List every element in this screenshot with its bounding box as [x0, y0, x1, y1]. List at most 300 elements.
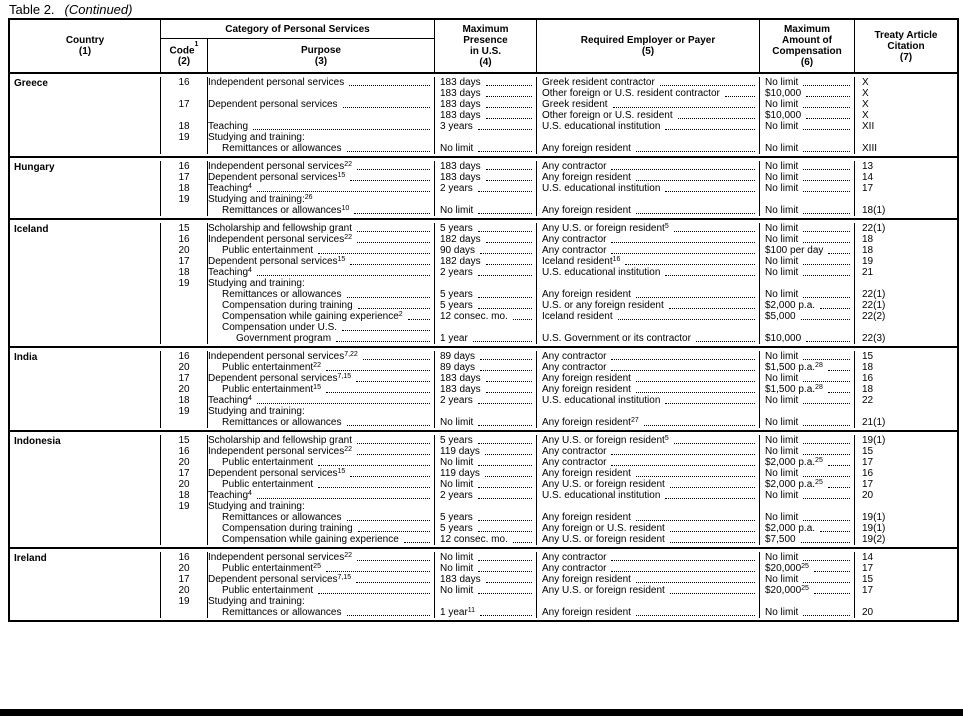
- cell-text: Any contractor: [542, 457, 607, 468]
- footnote-reference: 15: [337, 172, 346, 179]
- table-line: [435, 585, 536, 596]
- cell-text: No limit: [765, 417, 799, 428]
- cell-text: No limit: [440, 479, 474, 490]
- table-line: [537, 457, 759, 468]
- cell-text: 17: [862, 183, 874, 194]
- country-name: Hungary: [14, 162, 55, 173]
- table-line: [435, 490, 536, 501]
- table-line: [208, 596, 434, 607]
- cell-text: No limit: [765, 512, 799, 523]
- cell-text: 13: [862, 161, 874, 172]
- dot-leader: [803, 191, 850, 192]
- cell-text: Remittances or allowances: [222, 205, 342, 216]
- table-line: [537, 490, 759, 501]
- table-line: [760, 501, 854, 512]
- header-country: [10, 20, 160, 72]
- page-bottom-rule: [0, 709, 963, 716]
- treaty-cell: [854, 161, 957, 216]
- cell-text: 5 years: [440, 300, 473, 311]
- table-line: [208, 311, 434, 322]
- country-section: [10, 346, 957, 430]
- dot-leader: [478, 275, 532, 276]
- treaty-cell: [854, 435, 957, 545]
- cell-text: 3 years: [440, 121, 473, 132]
- cell-text: 5 years: [440, 512, 473, 523]
- header-purpose-label: Purpose: [300, 44, 341, 56]
- table-line: [161, 501, 207, 512]
- dot-leader: [820, 531, 850, 532]
- cell-text: Any contractor: [542, 552, 607, 563]
- cell-text: 182 days: [440, 256, 481, 267]
- purpose-cell: [207, 552, 434, 618]
- cell-text: 183 days: [440, 373, 481, 384]
- table-line: [435, 256, 536, 267]
- cell-text: U.S. Government or its contractor: [542, 333, 691, 344]
- table-line: [760, 406, 854, 417]
- table-line: [161, 256, 207, 267]
- dot-leader: [828, 253, 850, 254]
- dot-leader: [611, 359, 755, 360]
- table-line: [855, 223, 957, 234]
- cell-text: No limit: [440, 563, 474, 574]
- table-line: [161, 490, 207, 501]
- cell-text: 90 days: [440, 245, 476, 256]
- cell-text: Independent personal services: [208, 234, 345, 245]
- table-line: [161, 563, 207, 574]
- cell-text: 2 years: [440, 395, 473, 406]
- cell-text: 17: [862, 585, 874, 596]
- table-line: [435, 194, 536, 205]
- table-line: [435, 300, 536, 311]
- dot-leader: [318, 465, 430, 466]
- table-line: [161, 468, 207, 479]
- table-line: [161, 311, 207, 322]
- header-presence: Maximum Presence in U.S. (4): [434, 20, 536, 72]
- country-cell: [10, 77, 160, 154]
- table-line: [435, 373, 536, 384]
- table-line: [537, 256, 759, 267]
- table-line: [161, 132, 207, 143]
- treaty-cell: [854, 351, 957, 428]
- dot-leader: [636, 381, 755, 382]
- table-line: [435, 574, 536, 585]
- dot-leader: [347, 151, 431, 152]
- country-section: [10, 430, 957, 547]
- cell-text: Independent personal services: [208, 77, 345, 88]
- table-line: [760, 143, 854, 154]
- footnote-reference: 28: [815, 362, 823, 369]
- treaty-table: [8, 18, 959, 622]
- table-line: [208, 607, 434, 618]
- cell-text: U.S. educational institution: [542, 395, 661, 406]
- table-line: [161, 596, 207, 607]
- table-line: [855, 194, 957, 205]
- table-line: [435, 322, 536, 333]
- table-line: [537, 468, 759, 479]
- table-line: [855, 490, 957, 501]
- table-line: [435, 223, 536, 234]
- table-line: [760, 110, 854, 121]
- cell-text: 18: [178, 490, 190, 501]
- table-line: [760, 278, 854, 289]
- cell-text: Greek resident contractor: [542, 77, 655, 88]
- table-line: [760, 132, 854, 143]
- table-line: [855, 205, 957, 216]
- cell-text: 183 days: [440, 110, 481, 121]
- cell-text: $20,000: [765, 563, 802, 574]
- dot-leader: [485, 476, 532, 477]
- cell-text: $1,500 p.a.: [765, 362, 816, 373]
- purpose-cell: [207, 77, 434, 154]
- cell-text: 22: [862, 395, 874, 406]
- dot-leader: [803, 242, 850, 243]
- table-line: [161, 300, 207, 311]
- dot-leader: [806, 96, 850, 97]
- table-header: [10, 20, 957, 74]
- table-line: [537, 333, 759, 344]
- table-line: [760, 205, 854, 216]
- table-line: [537, 278, 759, 289]
- cell-text: 20: [178, 457, 190, 468]
- table-line: [537, 121, 759, 132]
- dot-leader: [318, 593, 430, 594]
- country-cell: [10, 351, 160, 428]
- cell-text: 18: [862, 234, 874, 245]
- cell-text: Teaching: [208, 267, 249, 278]
- cell-text: 15: [862, 446, 874, 457]
- cell-text: Remittances or allowances: [222, 143, 342, 154]
- cell-text: 5 years: [440, 223, 473, 234]
- cell-text: No limit: [765, 373, 799, 384]
- country-section: [10, 218, 957, 346]
- table-line: [537, 446, 759, 457]
- cell-text: 5 years: [440, 523, 473, 534]
- table-line: [760, 121, 854, 132]
- table-line: [855, 256, 957, 267]
- footnote-reference: 10: [341, 205, 350, 212]
- dot-leader: [336, 341, 430, 342]
- table-line: [760, 468, 854, 479]
- table-line: [208, 77, 434, 88]
- cell-text: Scholarship and fellowship grant: [208, 435, 352, 446]
- dot-leader: [678, 118, 755, 119]
- cell-text: 183 days: [440, 172, 481, 183]
- table-line: [208, 373, 434, 384]
- cell-text: 17: [862, 563, 874, 574]
- cell-text: 2 years: [440, 183, 473, 194]
- payer-cell: [536, 435, 759, 545]
- cell-text: No limit: [440, 417, 474, 428]
- cell-text: 20: [178, 362, 190, 373]
- cell-text: $100 per day: [765, 245, 824, 256]
- cell-text: $20,000: [765, 585, 802, 596]
- table-line: [537, 417, 759, 428]
- code-cell: [160, 161, 207, 216]
- dot-leader: [347, 615, 431, 616]
- cell-text: Studying and training:: [208, 278, 305, 289]
- table-line: [855, 574, 957, 585]
- table-line: [435, 607, 536, 618]
- dot-leader: [803, 403, 850, 404]
- dot-leader: [820, 308, 850, 309]
- cell-text: 19: [178, 596, 190, 607]
- cell-text: Any foreign resident: [542, 289, 631, 300]
- cell-text: 19: [178, 501, 190, 512]
- compensation-cell: [759, 223, 854, 344]
- cell-text: Remittances or allowances: [222, 607, 342, 618]
- cell-text: No limit: [765, 574, 799, 585]
- table-line: [855, 322, 957, 333]
- table-body: [10, 74, 957, 620]
- table-line: [435, 446, 536, 457]
- table-line: [855, 172, 957, 183]
- cell-text: 21: [862, 267, 874, 278]
- dot-leader: [665, 129, 755, 130]
- table-line: [208, 512, 434, 523]
- footnote-reference: 7,15: [337, 373, 352, 380]
- cell-text: Other foreign or U.S. resident: [542, 110, 673, 121]
- table-line: [855, 512, 957, 523]
- cell-text: Any U.S. or foreign resident: [542, 534, 665, 545]
- cell-text: Compensation while gaining experience: [222, 311, 399, 322]
- table-line: [435, 362, 536, 373]
- table-line: [760, 183, 854, 194]
- purpose-cell: [207, 435, 434, 545]
- table-line: [161, 183, 207, 194]
- table-line: [760, 245, 854, 256]
- table-line: [435, 205, 536, 216]
- cell-text: Public entertainment: [222, 362, 314, 373]
- dot-leader: [253, 129, 430, 130]
- table-line: [435, 395, 536, 406]
- footnote-reference: 25: [801, 563, 809, 570]
- cell-text: 18: [862, 362, 874, 373]
- cell-text: Compensation during training: [222, 300, 353, 311]
- table-line: [855, 435, 957, 446]
- footnote-reference: 11: [467, 607, 476, 614]
- cell-text: Any contractor: [542, 351, 607, 362]
- table-line: [435, 161, 536, 172]
- dot-leader: [486, 107, 532, 108]
- cell-text: Dependent personal services: [208, 99, 338, 110]
- cell-text: 182 days: [440, 234, 481, 245]
- header-category-label: Category of Personal Services: [225, 23, 370, 35]
- table-line: [435, 110, 536, 121]
- dot-leader: [665, 191, 755, 192]
- cell-text: $10,000: [765, 88, 802, 99]
- cell-text: No limit: [440, 552, 474, 563]
- cell-text: U.S. educational institution: [542, 121, 661, 132]
- table-line: [537, 406, 759, 417]
- dot-leader: [486, 264, 532, 265]
- footnote-reference: 5: [664, 435, 669, 442]
- cell-text: Dependent personal services: [208, 468, 338, 479]
- cell-text: Any contractor: [542, 563, 607, 574]
- cell-text: Any U.S. or foreign resident: [542, 223, 665, 234]
- dot-leader: [636, 520, 755, 521]
- dot-leader: [803, 264, 850, 265]
- table-line: [161, 205, 207, 216]
- table-line: [435, 132, 536, 143]
- table-line: [760, 194, 854, 205]
- cell-text: Any foreign resident: [542, 205, 631, 216]
- table-line: [161, 333, 207, 344]
- dot-leader: [636, 392, 755, 393]
- table-line: [855, 395, 957, 406]
- table-line: [161, 534, 207, 545]
- cell-text: No limit: [765, 234, 799, 245]
- table-line: [855, 446, 957, 457]
- cell-text: 18: [862, 384, 874, 395]
- cell-text: 16: [178, 161, 190, 172]
- table-line: [161, 267, 207, 278]
- cell-text: No limit: [440, 205, 474, 216]
- table-line: [760, 552, 854, 563]
- table-line: [855, 384, 957, 395]
- cell-text: 183 days: [440, 161, 481, 172]
- cell-text: Public entertainment: [222, 384, 314, 395]
- table-line: [537, 322, 759, 333]
- table-line: [208, 322, 434, 333]
- header-code-label: Code$^1$: [169, 40, 199, 57]
- table-line: [161, 446, 207, 457]
- table-line: [208, 143, 434, 154]
- cell-text: Compensation while gaining experience: [222, 534, 399, 545]
- cell-text: 16: [862, 373, 874, 384]
- table-line: [208, 479, 434, 490]
- table-line: [760, 161, 854, 172]
- dot-leader: [473, 341, 532, 342]
- table-line: [208, 435, 434, 446]
- dot-leader: [480, 370, 532, 371]
- table-line: [537, 362, 759, 373]
- table-line: [208, 446, 434, 457]
- cell-text: 18(1): [862, 205, 886, 216]
- table-line: [760, 351, 854, 362]
- table-line: [161, 278, 207, 289]
- table-line: [855, 121, 957, 132]
- table-line: [760, 99, 854, 110]
- cell-text: No limit: [765, 99, 799, 110]
- cell-text: No limit: [765, 172, 799, 183]
- cell-text: $10,000: [765, 110, 802, 121]
- cell-text: Greek resident: [542, 99, 608, 110]
- cell-text: Any U.S. or foreign resident: [542, 585, 665, 596]
- cell-text: 15: [178, 435, 190, 446]
- dot-leader: [358, 531, 430, 532]
- dot-leader: [828, 392, 850, 393]
- dot-leader: [480, 359, 532, 360]
- dot-leader: [478, 403, 532, 404]
- cell-text: 183 days: [440, 99, 481, 110]
- table-line: [760, 574, 854, 585]
- table-line: [855, 417, 957, 428]
- payer-cell: [536, 77, 759, 154]
- cell-text: 18: [178, 183, 190, 194]
- cell-text: Iceland resident: [542, 256, 613, 267]
- table-line: [537, 552, 759, 563]
- dot-leader: [480, 253, 532, 254]
- dot-leader: [611, 370, 755, 371]
- dot-leader: [828, 370, 850, 371]
- dot-leader: [354, 213, 430, 214]
- dot-leader: [478, 498, 532, 499]
- cell-text: 20: [862, 490, 874, 501]
- cell-text: 16: [178, 234, 190, 245]
- table-line: [208, 110, 434, 121]
- cell-text: No limit: [765, 490, 799, 501]
- table-line: [537, 172, 759, 183]
- table-line: [537, 563, 759, 574]
- table-line: [161, 161, 207, 172]
- dot-leader: [357, 454, 430, 455]
- cell-text: No limit: [765, 183, 799, 194]
- cell-text: 119 days: [440, 468, 480, 479]
- table-line: [208, 417, 434, 428]
- table-line: [208, 300, 434, 311]
- cell-text: Public entertainment: [222, 245, 314, 256]
- table-line: [855, 479, 957, 490]
- cell-text: 18: [178, 267, 190, 278]
- table-line: [208, 161, 434, 172]
- cell-text: 18: [862, 245, 874, 256]
- cell-text: 19: [178, 194, 190, 205]
- table-line: [760, 77, 854, 88]
- cell-text: 17: [862, 479, 874, 490]
- table-line: [161, 435, 207, 446]
- payer-cell: [536, 351, 759, 428]
- footnote-reference: 25: [801, 585, 809, 592]
- dot-leader: [356, 582, 430, 583]
- country-name: Indonesia: [14, 436, 61, 447]
- table-line: [537, 523, 759, 534]
- table-line: [760, 417, 854, 428]
- cell-text: 2 years: [440, 490, 473, 501]
- table-line: [855, 132, 957, 143]
- table-line: [855, 234, 957, 245]
- table-line: [208, 223, 434, 234]
- table-line: [760, 223, 854, 234]
- dot-leader: [669, 308, 755, 309]
- table-line: [537, 384, 759, 395]
- table-line: [760, 523, 854, 534]
- table-line: [855, 311, 957, 322]
- dot-leader: [636, 615, 755, 616]
- dot-leader: [803, 107, 850, 108]
- table-line: [435, 534, 536, 545]
- table-line: [855, 110, 957, 121]
- dot-leader: [611, 560, 755, 561]
- cell-text: 15: [862, 351, 874, 362]
- cell-text: 5 years: [440, 289, 473, 300]
- table-line: [435, 501, 536, 512]
- cell-text: 20: [178, 384, 190, 395]
- table-line: [208, 245, 434, 256]
- cell-text: No limit: [765, 435, 799, 446]
- dot-leader: [478, 487, 532, 488]
- country-cell: [10, 552, 160, 618]
- footnote-reference: 7,15: [337, 574, 352, 581]
- cell-text: Public entertainment: [222, 479, 314, 490]
- table-line: [855, 406, 957, 417]
- cell-text: No limit: [765, 289, 799, 300]
- table-line: [208, 267, 434, 278]
- table-line: [760, 384, 854, 395]
- table-line: [537, 574, 759, 585]
- dot-leader: [803, 169, 850, 170]
- cell-text: 2 years: [440, 267, 473, 278]
- table-line: [855, 278, 957, 289]
